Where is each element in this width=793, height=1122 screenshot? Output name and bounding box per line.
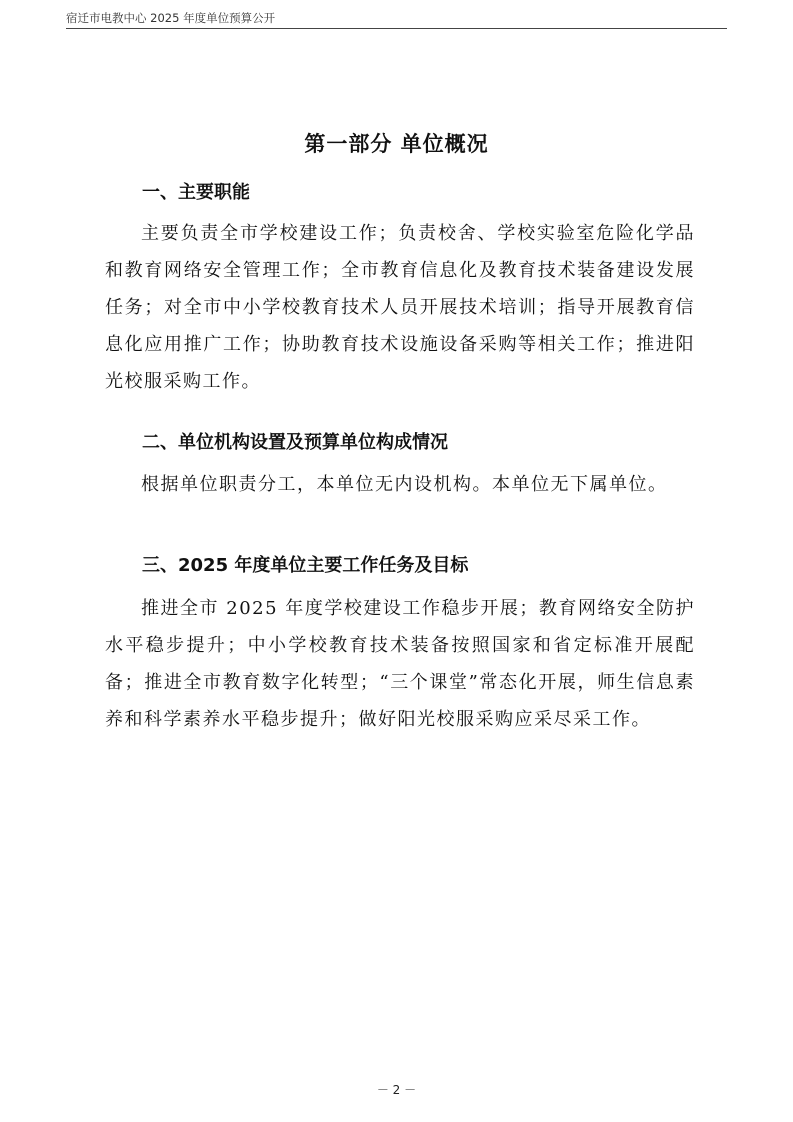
section-heading-functions: 一、主要职能 [142,182,250,203]
page-title: 第一部分 单位概况 [304,132,489,156]
section-heading-tasks: 三、2025 年度单位主要工作任务及目标 [142,555,469,576]
section-heading-structure: 二、单位机构设置及预算单位构成情况 [142,432,448,453]
page-header [66,8,727,29]
header-text: 宿迁市电教中心 2025 年度单位预算公开 [66,11,276,25]
section-paragraph-functions: 主要负责全市学校建设工作；负责校舍、学校实验室危险化学品和教育网络安全管理工作；全市教育信息化及教育技术装备建设发展任务；对全市中小学校教育技术人员开展技术培训；指导开展教育信息化应用推广工作；协助教育技术设施设备采购等相关工作；推进阳光校服采购工作。 [105,223,695,392]
section-paragraph-structure: 根据单位职责分工，本单位无内设机构。本单位无下属单位。 [141,474,668,495]
section-paragraph-tasks: 推进全市 2025 年度学校建设工作稳步开展；教育网络安全防护水平稳步提升；中小学校教育技术装备按照国家和省定标准开展配备；推进全市教育数字化转型；“三个课堂”常态化开展，师生信息素养和科学素养水平稳步提升；做好阳光校服采购应采尽采工作。 [105,598,695,730]
page-number: － 2 － [376,1083,417,1097]
